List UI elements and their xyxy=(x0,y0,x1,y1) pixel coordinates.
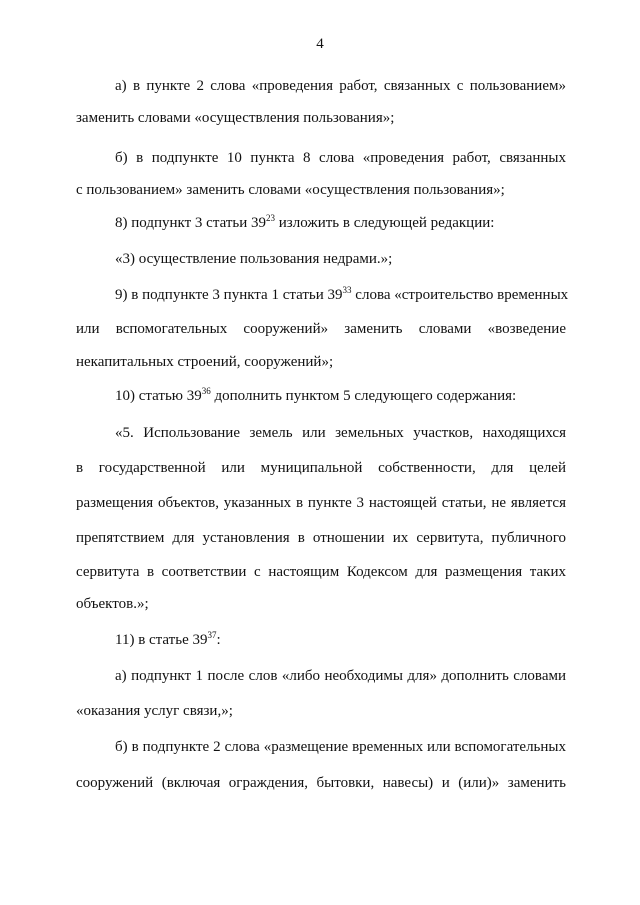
text-line xyxy=(115,286,568,304)
text-line: заменить словами «осуществления пользования»; xyxy=(76,110,395,126)
text-segment: : xyxy=(216,632,221,648)
text-line xyxy=(115,214,494,232)
text-segment: дополнить пунктом 5 следующего содержания: xyxy=(210,388,517,404)
text-segment: 8) подпункт 3 статьи 39 xyxy=(115,215,267,231)
superscript: 37 xyxy=(207,630,217,640)
superscript: 36 xyxy=(201,386,211,396)
text-line: объектов.»; xyxy=(76,596,149,612)
page-number: 4 xyxy=(316,36,324,52)
text-line: б) в подпункте 2 слова «размещение временных или вспомогательных xyxy=(115,739,566,755)
text-line: или вспомогательных сооружений» заменить словами «возведение xyxy=(76,321,566,337)
text-segment: слова «строительство временных xyxy=(351,287,569,303)
text-segment: 10) статью 39 xyxy=(115,388,202,404)
text-line xyxy=(115,387,516,405)
text-line: б) в подпункте 10 пункта 8 слова «проведения работ, связанных xyxy=(115,150,566,166)
text-line: с пользованием» заменить словами «осуществления пользования»; xyxy=(76,182,505,198)
text-line: размещения объектов, указанных в пункте 3 настоящей статьи, не является xyxy=(76,495,566,511)
text-line: а) в пункте 2 слова «проведения работ, связанных с пользованием» xyxy=(115,78,566,94)
text-line: «3) осуществление пользования недрами.»; xyxy=(115,251,393,267)
text-line: сооружений (включая ограждения, бытовки, навесы) и (или)» заменить xyxy=(76,775,566,791)
text-line: препятствием для установления в отношении их сервитута, публичного xyxy=(76,530,566,546)
text-line: сервитута в соответствии с настоящим Кодексом для размещения таких xyxy=(76,564,566,580)
text-segment: изложить в следующей редакции: xyxy=(275,215,495,231)
text-line: «5. Использование земель или земельных участков, находящихся xyxy=(115,425,566,441)
superscript: 23 xyxy=(266,213,276,223)
superscript: 33 xyxy=(342,285,352,295)
text-line: в государственной или муниципальной собственности, для целей xyxy=(76,460,566,476)
text-segment: 11) в статье 39 xyxy=(115,632,208,648)
text-line: некапитальных строений, сооружений»; xyxy=(76,354,334,370)
text-segment: 9) в подпункте 3 пункта 1 статьи 39 xyxy=(115,287,343,303)
text-line: «оказания услуг связи,»; xyxy=(76,703,233,719)
text-line: а) подпункт 1 после слов «либо необходимы для» дополнить словами xyxy=(115,668,566,684)
text-line xyxy=(115,631,221,649)
